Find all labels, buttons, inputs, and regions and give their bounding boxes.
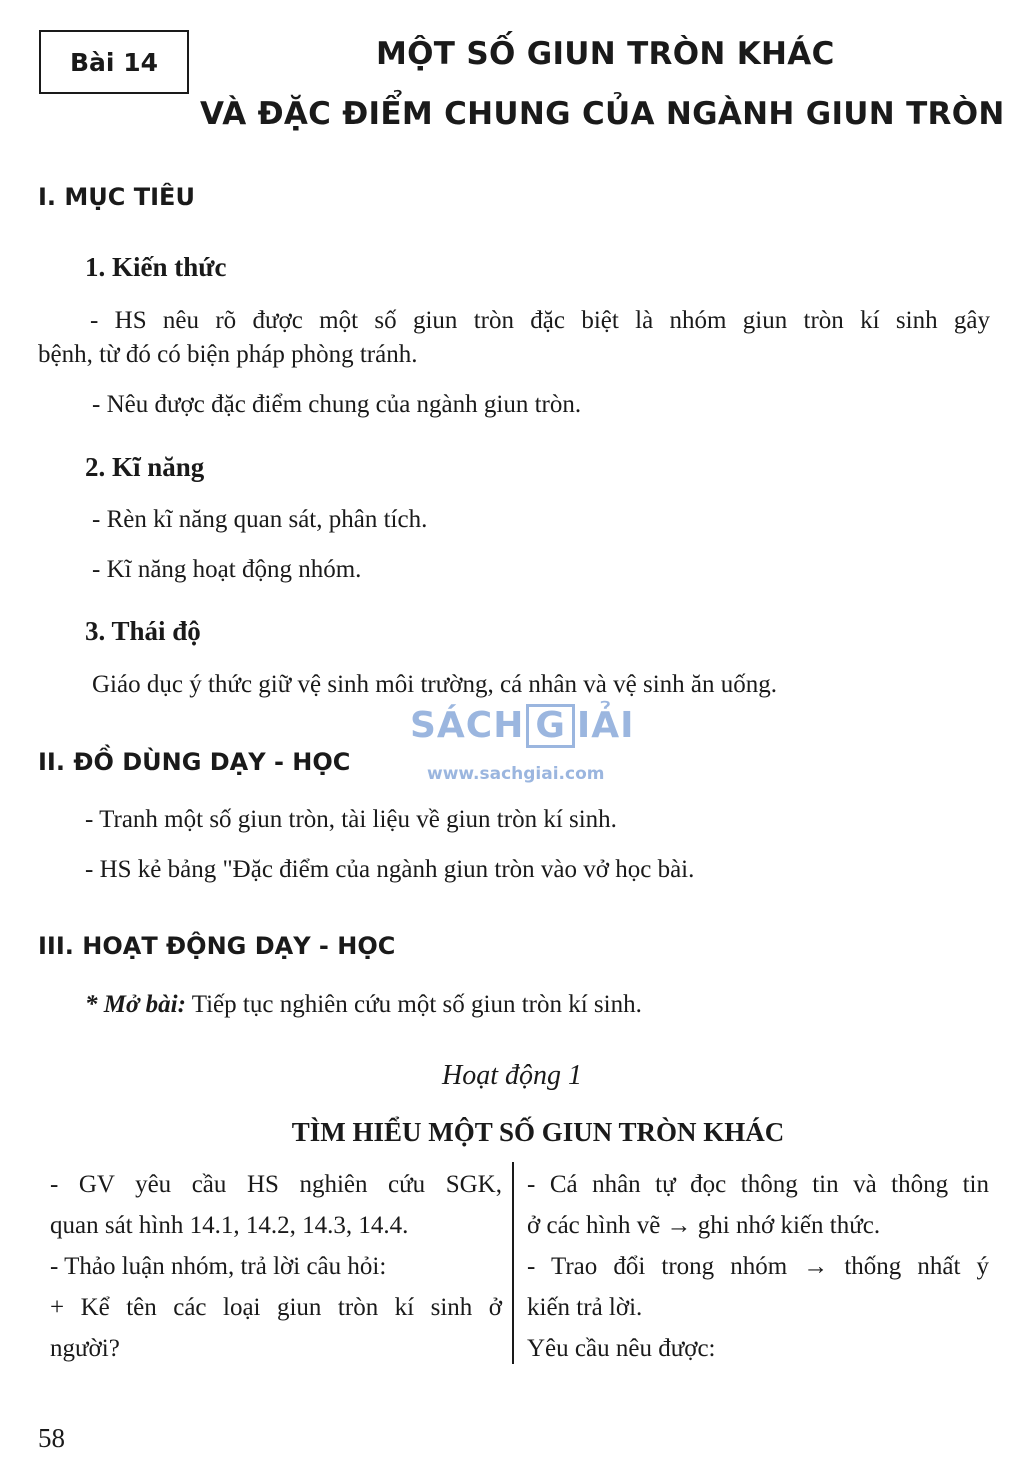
student-line-2: ở các hình vẽ → ghi nhớ kiến thức. bbox=[527, 1212, 881, 1239]
lesson-label: Bài 14 bbox=[70, 47, 158, 77]
watermark-logo bbox=[410, 704, 635, 748]
teacher-line-2: quan sát hình 14.1, 14.2, 14.3, 14.4. bbox=[50, 1212, 409, 1239]
section-2-heading: II. ĐỒ DÙNG DẠY - HỌC bbox=[38, 748, 351, 776]
activity-title: TÌM HIỂU MỘT SỐ GIUN TRÒN KHÁC bbox=[291, 1117, 785, 1147]
knowledge-heading: 1. Kiến thức bbox=[85, 252, 227, 282]
student-line-1: - Cá nhân tự đọc thông tin và thông tin bbox=[527, 1171, 989, 1198]
section-1-heading: I. MỤC TIÊU bbox=[38, 183, 195, 211]
watermark-url: www.sachgiai.com bbox=[427, 764, 605, 784]
page-number: 58 bbox=[38, 1423, 65, 1453]
skills-item-2: - Kĩ năng hoạt động nhóm. bbox=[92, 556, 362, 583]
knowledge-item-1-line-1: - HS nêu rõ được một số giun tròn đặc biệt là nhóm giun tròn kí sinh gây bbox=[90, 307, 990, 334]
watermark-brand-right: IẢI bbox=[576, 705, 635, 746]
activity-label: Hoạt động 1 bbox=[442, 1060, 582, 1091]
title-line-1: MỘT SỐ GIUN TRÒN KHÁC bbox=[376, 36, 835, 72]
skills-heading: 2. Kĩ năng bbox=[85, 452, 205, 482]
student-activity-column bbox=[527, 1164, 989, 1369]
materials-item-2: - HS kẻ bảng "Đặc điểm của ngành giun tròn vào vở học bài. bbox=[85, 856, 695, 883]
materials-item-1: - Tranh một số giun tròn, tài liệu về giun tròn kí sinh. bbox=[85, 806, 617, 833]
lesson-number-box bbox=[39, 30, 189, 94]
skills-item-1: - Rèn kĩ năng quan sát, phân tích. bbox=[92, 506, 428, 533]
knowledge-item-2: - Nêu được đặc điểm chung của ngành giun tròn. bbox=[92, 391, 582, 418]
opening-text: Tiếp tục nghiên cứu một số giun tròn kí sinh. bbox=[185, 991, 642, 1018]
student-line-5: Yêu cầu nêu được: bbox=[527, 1335, 716, 1362]
watermark-brand-left: SÁCH bbox=[410, 705, 525, 746]
student-line-3: - Trao đổi trong nhóm → thống nhất ý bbox=[527, 1253, 989, 1280]
student-line-4: kiến trả lời. bbox=[527, 1294, 643, 1321]
opening-paragraph bbox=[85, 991, 642, 1019]
teacher-activity-column bbox=[50, 1164, 502, 1369]
opening-label: * Mở bài: bbox=[85, 991, 186, 1018]
teacher-line-3: - Thảo luận nhóm, trả lời câu hỏi: bbox=[50, 1253, 387, 1280]
teacher-line-4: + Kể tên các loại giun tròn kí sinh ở bbox=[50, 1294, 502, 1321]
column-divider bbox=[512, 1162, 514, 1364]
knowledge-item-1-line-2: bệnh, từ đó có biện pháp phòng tránh. bbox=[38, 341, 418, 368]
teacher-line-5: người? bbox=[50, 1335, 120, 1362]
title-line-2: VÀ ĐẶC ĐIỂM CHUNG CỦA NGÀNH GIUN TRÒN bbox=[200, 96, 1005, 132]
attitude-heading: 3. Thái độ bbox=[85, 616, 201, 646]
attitude-text: Giáo dục ý thức giữ vệ sinh môi trường, cá nhân và vệ sinh ăn uống. bbox=[92, 671, 777, 698]
section-3-heading: III. HOẠT ĐỘNG DẠY - HỌC bbox=[38, 932, 396, 960]
watermark-brand-g: G bbox=[526, 704, 575, 748]
teacher-line-1: - GV yêu cầu HS nghiên cứu SGK, bbox=[50, 1171, 502, 1198]
